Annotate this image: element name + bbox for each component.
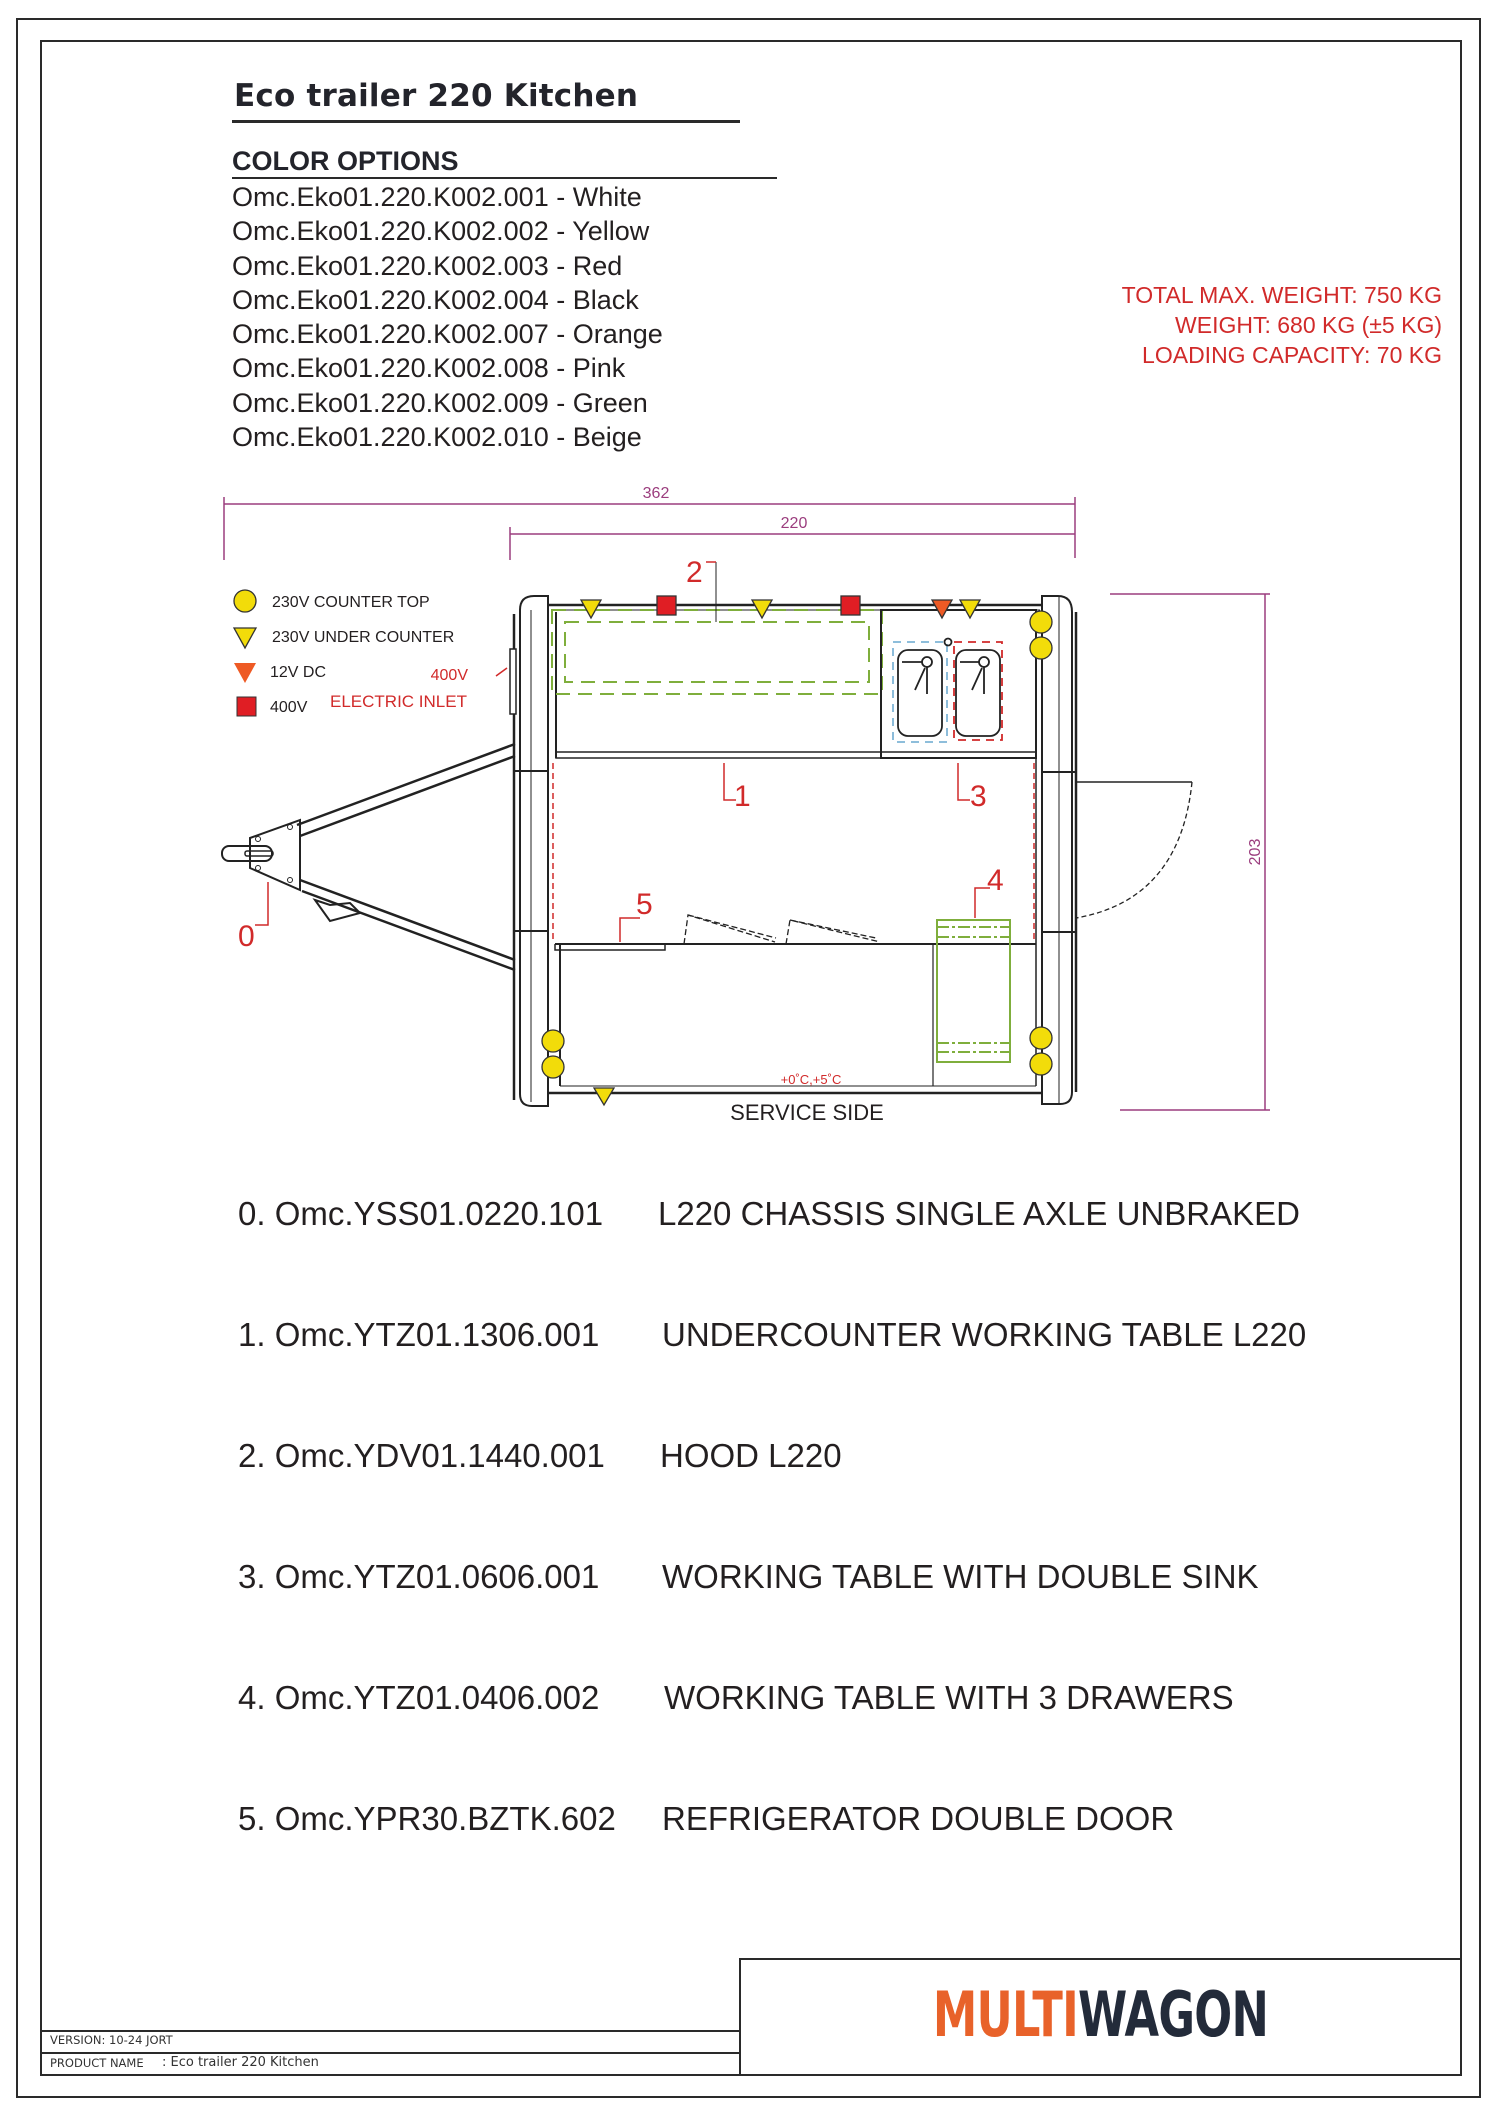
callout-2-label: 2 (686, 556, 703, 589)
callout-5-leader (620, 918, 640, 942)
part-description: WORKING TABLE WITH DOUBLE SINK (662, 1558, 1259, 1595)
color-option: Omc.Eko01.220.K002.003 - Red (232, 250, 623, 281)
outlet-230v-counter-top (1030, 1027, 1052, 1049)
multiwagon-logo (840, 1978, 1361, 2051)
callout-4-label: 4 (987, 864, 1004, 897)
legend-orange-triangle-icon (234, 663, 256, 683)
part-description: L220 CHASSIS SINGLE AXLE UNBRAKED (658, 1195, 1300, 1232)
legend-label: 230V COUNTER TOP (272, 594, 430, 611)
outlet-230v-counter-top (542, 1056, 564, 1078)
callout-5-label: 5 (636, 888, 653, 921)
part-description: HOOD L220 (660, 1437, 842, 1474)
part-description: UNDERCOUNTER WORKING TABLE L220 (662, 1316, 1307, 1353)
part-description: REFRIGERATOR DOUBLE DOOR (662, 1800, 1175, 1837)
version-label: VERSION: 10-24 JORT (50, 2033, 173, 2047)
document-title: Eco trailer 220 Kitchen (234, 78, 639, 114)
inlet-leader (496, 668, 507, 676)
total-max-weight: TOTAL MAX. WEIGHT: 750 KG (1121, 282, 1442, 308)
service-door (1076, 782, 1192, 918)
drawbar (222, 744, 515, 970)
undercounter-table (556, 612, 881, 758)
part-code: 3. Omc.YTZ01.0606.001 (238, 1558, 600, 1595)
hood (552, 610, 882, 694)
outlet-230v-counter-top (1030, 637, 1052, 659)
part-code: 4. Omc.YTZ01.0406.002 (238, 1679, 600, 1716)
callout-3-label: 3 (970, 780, 987, 813)
part-description: WORKING TABLE WITH 3 DRAWERS (664, 1679, 1234, 1716)
outlet-400v (657, 596, 676, 615)
product-name-value: : Eco trailer 220 Kitchen (162, 2055, 319, 2070)
refrigerator-doors (684, 915, 880, 944)
sink-bowls (898, 639, 1000, 737)
outlet-230v-under-counter (594, 1088, 614, 1105)
color-option: Omc.Eko01.220.K002.010 - Beige (232, 422, 642, 453)
part-code: 5. Omc.YPR30.BZTK.602 (238, 1800, 616, 1837)
dim-overall-label: 362 (642, 485, 670, 502)
callout-0-label: 0 (238, 920, 255, 953)
trailer-body (514, 596, 1076, 1106)
outlet-230v-counter-top (542, 1030, 564, 1052)
drawer-table (937, 920, 1010, 1062)
sink-hot-zone (954, 642, 1002, 740)
color-option: Omc.Eko01.220.K002.009 - Green (232, 387, 648, 418)
outlet-230v-counter-top (1030, 611, 1052, 633)
part-code: 0. Omc.YSS01.0220.101 (238, 1195, 604, 1232)
color-options-heading: COLOR OPTIONS (232, 146, 459, 176)
callout-1-label: 1 (734, 780, 751, 813)
logo-part-multi: MULTI (932, 1978, 1079, 2051)
color-option: Omc.Eko01.220.K002.004 - Black (232, 284, 639, 315)
loading-capacity: LOADING CAPACITY: 70 KG (1142, 342, 1442, 368)
legend-red-square-icon (237, 697, 256, 716)
weight: WEIGHT: 680 KG (±5 KG) (1175, 312, 1442, 338)
callout-3-leader (958, 763, 970, 800)
legend-label: 400V (270, 699, 308, 716)
outlets (542, 596, 1052, 1105)
legend-yellow-circle-icon (234, 590, 256, 612)
fridge-temperature: +0˚C,+5˚C (780, 1072, 842, 1087)
callout-0 (255, 882, 268, 925)
product-name-label: PRODUCT NAME (50, 2056, 144, 2070)
service-counter (555, 944, 1036, 1086)
logo-part-wagon: WAGON (1078, 1978, 1269, 2051)
legend-label: 230V UNDER COUNTER (272, 629, 455, 646)
dim-depth-label: 203 (1247, 838, 1264, 866)
color-option: Omc.Eko01.220.K002.007 - Orange (232, 319, 663, 350)
dim-body-label: 220 (780, 515, 808, 532)
inlet-voltage-label: 400V (430, 667, 468, 684)
legend (234, 590, 467, 716)
color-option: Omc.Eko01.220.K002.002 - Yellow (232, 216, 650, 247)
electric-inlet-label: ELECTRIC INLET (330, 692, 467, 711)
color-option: Omc.Eko01.220.K002.008 - Pink (232, 353, 626, 384)
legend-label: 12V DC (270, 664, 327, 681)
outlet-230v-counter-top (1030, 1053, 1052, 1075)
legend-yellow-triangle-icon (234, 628, 256, 648)
outlet-400v (841, 596, 860, 615)
part-code: 2. Omc.YDV01.1440.001 (238, 1437, 605, 1474)
service-side-label: SERVICE SIDE (730, 1100, 884, 1125)
color-option: Omc.Eko01.220.K002.001 - White (232, 182, 642, 212)
sink-cold-zone (893, 642, 947, 742)
part-code: 1. Omc.YTZ01.1306.001 (238, 1316, 600, 1353)
title-block-divider (40, 2052, 739, 2054)
electric-inlet (510, 649, 516, 714)
